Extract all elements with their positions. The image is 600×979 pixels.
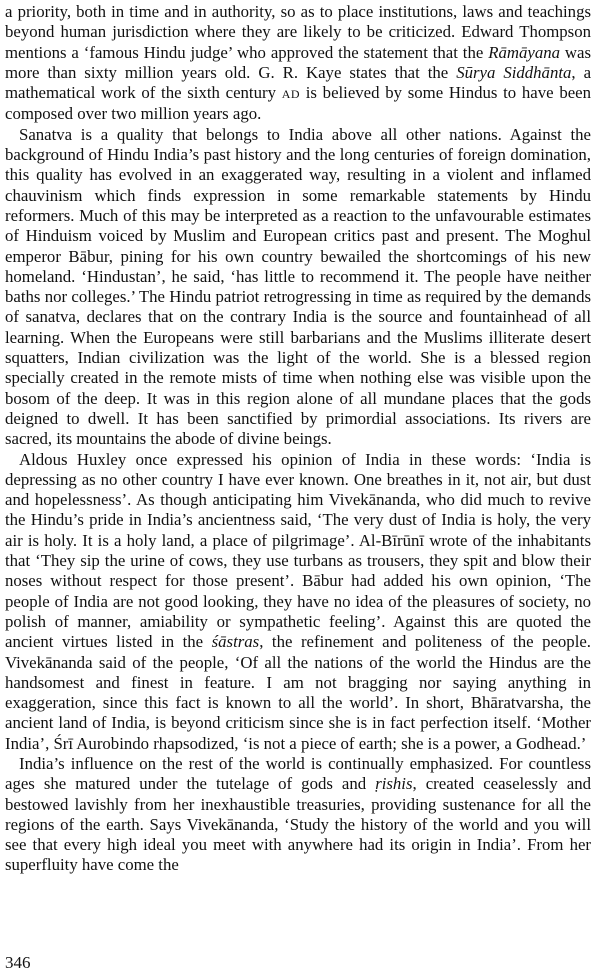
- term-rishis: ṛishis: [375, 774, 413, 794]
- text-run: is believed by some Hindus to have been composed over two million years ago.: [5, 83, 591, 124]
- paragraph-4: [5, 754, 591, 876]
- title-ramayana: Rāmāyana: [488, 42, 560, 62]
- text-run: a priority, both in time and in authority, so as to place institutions, laws and teachings beyond human jurisdiction where they are likely to be criticized. Edward Thompson mentions a ‘famous Hindu judge’ who approved the statement that the: [5, 2, 591, 62]
- era-abbreviation: AD: [281, 87, 301, 102]
- term-sastras: śāstras: [211, 632, 260, 652]
- text-run: , created ceaselessly and bestowed lavishly from her inexhaustible treasuries, providing sustenance for all the regions of the earth. Says Vivekānanda, ‘Study the history of the world and you will see that every high ideal you meet with anywhere had its origin in India’. From her superfluity have come the: [5, 774, 591, 875]
- text-run: Sanatva is a quality that belongs to India above all other nations. Against the background of Hindu India’s past history and the long centuries of foreign domination, this quality has evolved in an exaggerated way, resulting in a violent and inflamed chauvinism which finds expression in some remarkable statements by Hindu reformers. Much of this may be interpreted as a reaction to the unfavourable estimates of Hinduism voiced by Muslim and European critics past and present. The Moghul emperor Bābur, pining for his own country bewailed the shortcomings of his new homeland. ‘Hindustan’, he said, ‘has little to recommend it. The people have neither baths nor colleges.’ The Hindu patriot retrogressing in time as required by the demands of sanatva, declares that on the contrary India is the source and fountainhead of all learning. When the Europeans were still barbarians and the Muslims illiterate desert squatters, Indian civilization was the light of the world. She is a blessed region specially created in the remote mists of time when nothing else was visible upon the bosom of the deep. It was in this region alone of all mundane places that the gods deigned to dwell. It has been sanctified by primordial associations. Its rivers are sacred, its mountains the abode of divine beings.: [5, 124, 591, 449]
- body-text: [5, 2, 591, 876]
- text-run: , the refinement and politeness of the people. Vivekānanda said of the people, ‘Of all the nations of the world the Hindus are the handsomest and finest in feature. I am not bragging nor saying anything in exaggeration, since this fact is known to all the world’. In short, Bhāratvarsha, the ancient land of India, is beyond criticism since she is in fact perfection itself. ‘Mother India’, Śrī Aurobindo rhapsodized, ‘is not a piece of earth; she is a power, a Godhead.’: [5, 632, 591, 753]
- paragraph-1: [5, 2, 591, 125]
- paragraph-2: [5, 125, 591, 450]
- text-run: India’s influence on the rest of the world is continually emphasized. For countless ages she matured under the tutelage of gods and: [5, 753, 591, 794]
- title-surya-siddhanta: Sūrya Siddhānta: [456, 62, 572, 82]
- paragraph-3: [5, 450, 591, 754]
- page-number: 346: [5, 953, 31, 972]
- text-run: Aldous Huxley once expressed his opinion of India in these words: ‘India is depressing as no other country I have ever known. One breathes in it, not air, but dust and hopelessness’. As though anticipating him Vivekānanda, who did much to revive the Hindu’s pride in India’s ancientness said, ‘The very dust of India is holy, the very air is holy. It is a holy land, a place of pilgrimage’. Al-Bīrūnī wrote of the inhabitants that ‘They sip the urine of cows, they use turbans as trousers, they spit and blow their noses without respect for those present’. Bābur had added his own opinion, ‘The people of India are not good looking, they have no idea of the pleasures of society, no polish of manner, amiability or sympathetic feeling’. Against this are quoted the ancient virtues listed in the: [5, 449, 591, 652]
- text-run: was more than sixty million years old. G. R. Kaye states that the: [5, 42, 591, 82]
- text-run: , a mathematical work of the sixth century: [5, 62, 592, 103]
